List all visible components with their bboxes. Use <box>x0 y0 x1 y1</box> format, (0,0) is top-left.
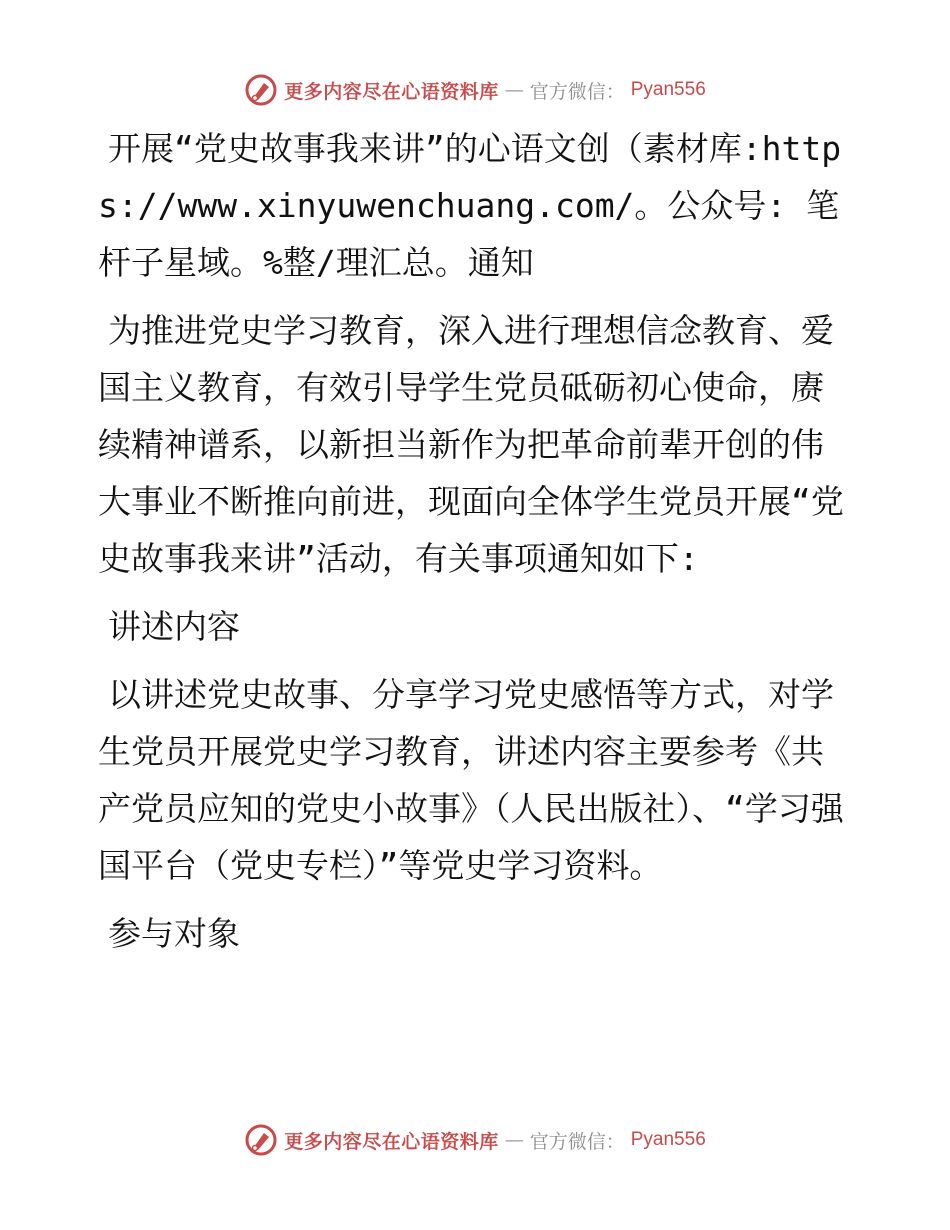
header-contact-label: 官方微信： <box>529 80 625 103</box>
pen-logo-icon <box>244 1123 278 1157</box>
title-paragraph: 开展“党史故事我来讲”的心语文创（素材库:https://www.xinyuwenchuang.com/。公众号: 笔杆子星域。%整/理汇总。通知 <box>98 129 842 282</box>
footer-contact-value: Pyan556 <box>630 1129 706 1150</box>
header-contact-value: Pyan556 <box>630 79 706 100</box>
page-header <box>0 70 950 110</box>
section-heading-participants: 参与对象 <box>108 914 240 953</box>
footer-separator: — <box>504 1129 524 1151</box>
page-footer <box>0 1120 950 1160</box>
header-separator: — <box>504 79 524 101</box>
pen-logo-icon <box>244 73 278 107</box>
header-brand-text: 更多内容尽在心语资料库 <box>284 80 499 103</box>
footer-brand-text: 更多内容尽在心语资料库 <box>284 1130 499 1153</box>
section-content-paragraph: 以讲述党史故事、分享学习党史感悟等方式，对学生党员开展党史学习教育，讲述内容主要参考《共产党员应知的党史小故事》（人民出版社）、“学习强国平台（党史专栏）”等党史学习资料。 <box>98 675 844 885</box>
footer-contact-label: 官方微信： <box>529 1130 625 1153</box>
intro-paragraph: 为推进党史学习教育，深入进行理想信念教育、爱国主义教育，有效引导学生党员砥砺初心使命，赓续精神谱系，以新担当新作为把革命前辈开创的伟大事业不断推向前进，现面向全体学生党员开展“党史故事我来讲”活动，有关事项通知如下: <box>98 311 844 578</box>
section-heading-content: 讲述内容 <box>108 607 240 646</box>
document-body <box>98 120 850 973</box>
